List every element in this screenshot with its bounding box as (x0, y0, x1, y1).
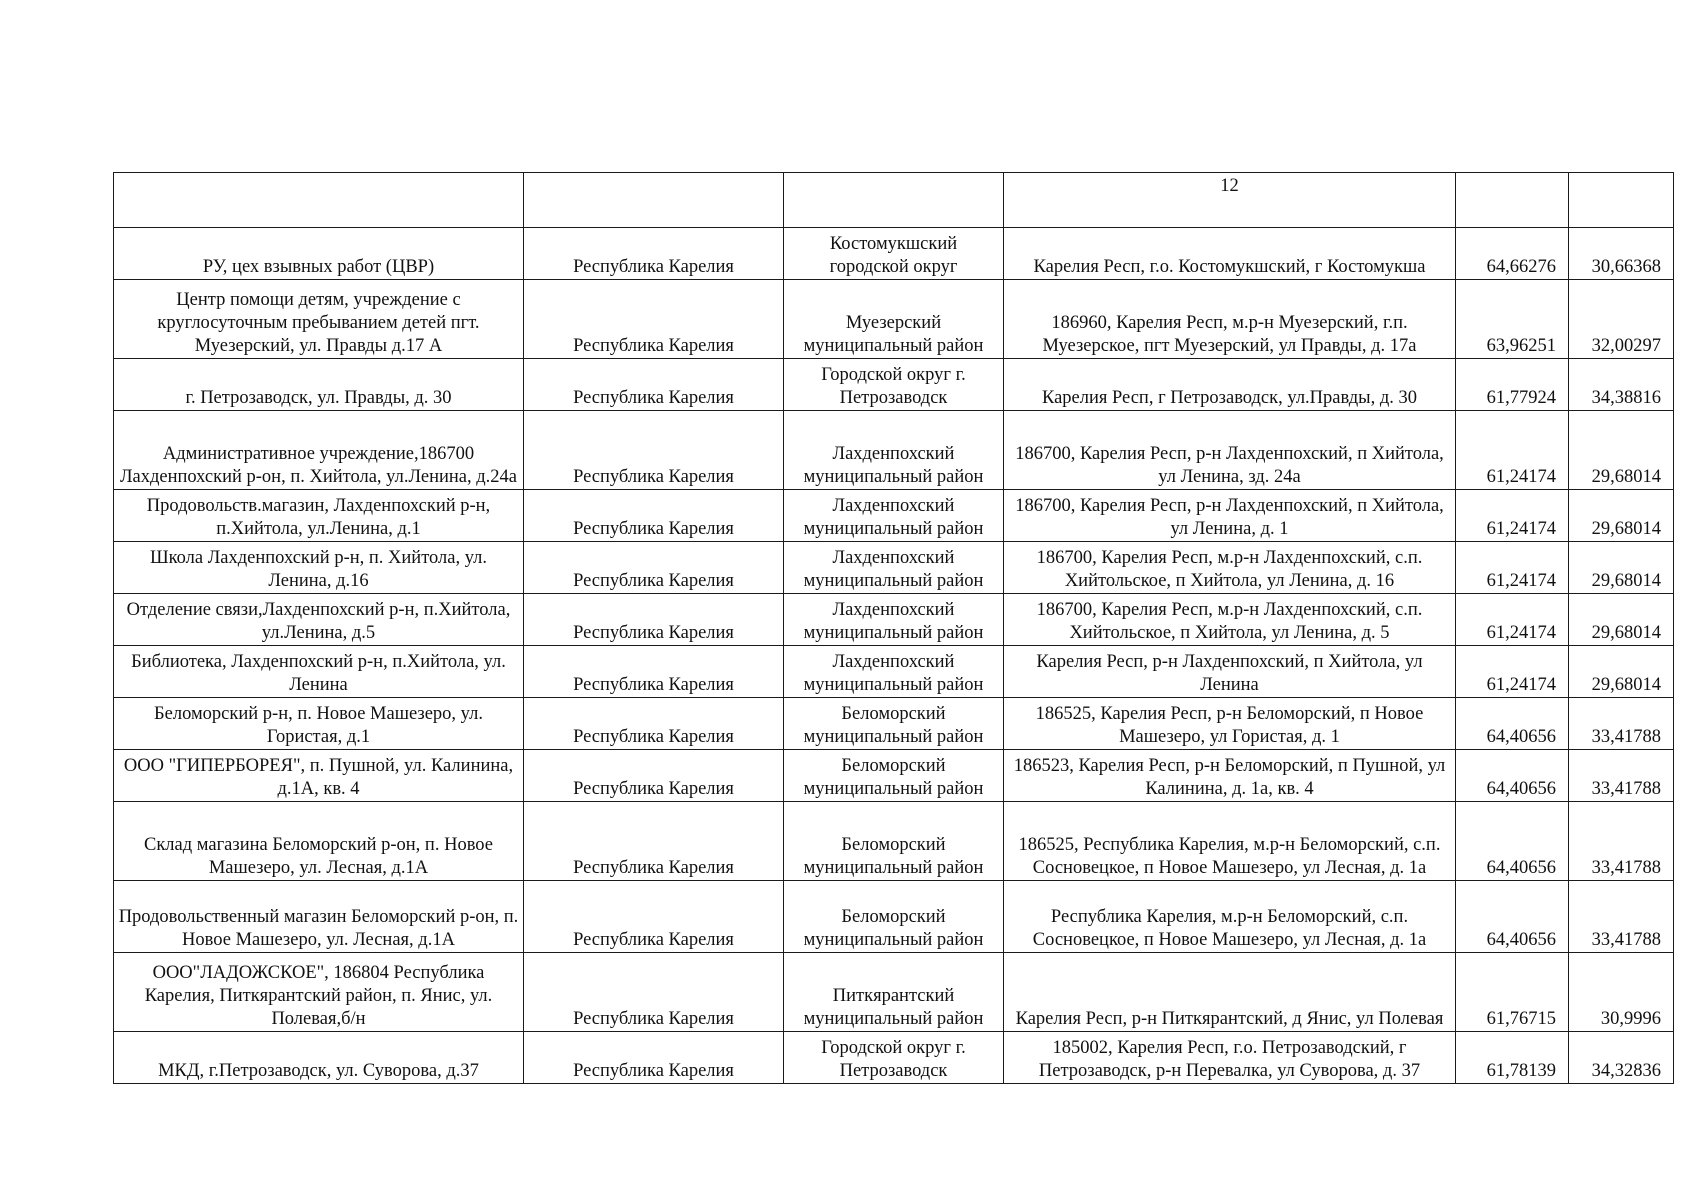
address-cell: 186525, Карелия Респ, р-н Беломорский, п Новое Машезеро, ул Гористая, д. 1 (1004, 698, 1456, 750)
municipality-cell: Лахденпохский муниципальный район (784, 490, 1004, 542)
object-name-cell: Продовольств.магазин, Лахденпохский р-н, п.Хийтола, ул.Ленина, д.1 (114, 490, 524, 542)
latitude-cell: 61,24174 (1456, 411, 1569, 490)
address-cell: Карелия Респ, г.о. Костомукшский, г Костомукша (1004, 228, 1456, 280)
municipality-cell: Лахденпохский муниципальный район (784, 411, 1004, 490)
table-row (114, 280, 1674, 359)
table-body (114, 173, 1674, 1084)
region-cell: Республика Карелия (524, 1032, 784, 1084)
table-row (114, 953, 1674, 1032)
table-row (114, 411, 1674, 490)
longitude-cell: 33,41788 (1569, 881, 1674, 953)
address-cell: 186960, Карелия Респ, м.р-н Муезерский, г.п. Муезерское, пгт Муезерский, ул Правды, д. 17а (1004, 280, 1456, 359)
longitude-cell: 33,41788 (1569, 750, 1674, 802)
page-number: 12 (1004, 173, 1456, 228)
table-row (114, 802, 1674, 881)
longitude-cell: 34,32836 (1569, 1032, 1674, 1084)
address-cell: Карелия Респ, г Петрозаводск, ул.Правды, д. 30 (1004, 359, 1456, 411)
region-cell: Республика Карелия (524, 594, 784, 646)
object-name-cell: Библиотека, Лахденпохский р-н, п.Хийтола, ул. Ленина (114, 646, 524, 698)
table-row (114, 750, 1674, 802)
municipality-cell: Городской округ г. Петрозаводск (784, 1032, 1004, 1084)
table-row (114, 881, 1674, 953)
municipality-cell: Муезерский муниципальный район (784, 280, 1004, 359)
table-row (114, 542, 1674, 594)
address-cell: 186700, Карелия Респ, м.р-н Лахденпохский, с.п. Хийтольское, п Хийтола, ул Ленина, д. 16 (1004, 542, 1456, 594)
region-cell: Республика Карелия (524, 542, 784, 594)
latitude-cell: 61,77924 (1456, 359, 1569, 411)
object-name-cell: Склад магазина Беломорский р-он, п. Новое Машезеро, ул. Лесная, д.1А (114, 802, 524, 881)
latitude-cell: 61,78139 (1456, 1032, 1569, 1084)
object-name-cell: Продовольственный магазин Беломорский р-он, п. Новое Машезеро, ул. Лесная, д.1А (114, 881, 524, 953)
empty-cell (524, 173, 784, 228)
longitude-cell: 33,41788 (1569, 698, 1674, 750)
table-row (114, 359, 1674, 411)
region-cell: Республика Карелия (524, 228, 784, 280)
address-cell: 185002, Карелия Респ, г.о. Петрозаводский, г Петрозаводск, р-н Перевалка, ул Суворова, д. 37 (1004, 1032, 1456, 1084)
longitude-cell: 29,68014 (1569, 542, 1674, 594)
municipality-cell: Городской округ г. Петрозаводск (784, 359, 1004, 411)
table-row (114, 594, 1674, 646)
address-cell: Карелия Респ, р-н Лахденпохский, п Хийтола, ул Ленина (1004, 646, 1456, 698)
object-name-cell: ООО "ГИПЕРБОРЕЯ", п. Пушной, ул. Калинина, д.1А, кв. 4 (114, 750, 524, 802)
longitude-cell: 29,68014 (1569, 411, 1674, 490)
address-cell: 186523, Карелия Респ, р-н Беломорский, п Пушной, ул Калинина, д. 1а, кв. 4 (1004, 750, 1456, 802)
municipality-cell: Беломорский муниципальный район (784, 750, 1004, 802)
object-name-cell: Школа Лахденпохский р-н, п. Хийтола, ул. Ленина, д.16 (114, 542, 524, 594)
latitude-cell: 64,40656 (1456, 750, 1569, 802)
region-cell: Республика Карелия (524, 802, 784, 881)
longitude-cell: 30,9996 (1569, 953, 1674, 1032)
municipality-cell: Лахденпохский муниципальный район (784, 542, 1004, 594)
empty-cell (1569, 173, 1674, 228)
page-number-row (114, 173, 1674, 228)
municipality-cell: Лахденпохский муниципальный район (784, 594, 1004, 646)
latitude-cell: 64,40656 (1456, 698, 1569, 750)
object-name-cell: Центр помощи детям, учреждение с круглосуточным пребыванием детей пгт. Муезерский, ул. Правды д.17 А (114, 280, 524, 359)
municipality-cell: Беломорский муниципальный район (784, 802, 1004, 881)
latitude-cell: 64,40656 (1456, 881, 1569, 953)
empty-cell (1456, 173, 1569, 228)
table-row (114, 490, 1674, 542)
region-cell: Республика Карелия (524, 953, 784, 1032)
latitude-cell: 61,24174 (1456, 646, 1569, 698)
region-cell: Республика Карелия (524, 411, 784, 490)
region-cell: Республика Карелия (524, 646, 784, 698)
longitude-cell: 29,68014 (1569, 594, 1674, 646)
object-name-cell: Беломорский р-н, п. Новое Машезеро, ул. Гористая, д.1 (114, 698, 524, 750)
address-cell: Карелия Респ, р-н Питкярантский, д Янис, ул Полевая (1004, 953, 1456, 1032)
object-name-cell: г. Петрозаводск, ул. Правды, д. 30 (114, 359, 524, 411)
table-row (114, 1032, 1674, 1084)
address-cell: 186525, Республика Карелия, м.р-н Беломорский, с.п. Сосновецкое, п Новое Машезеро, ул Лесная, д. 1а (1004, 802, 1456, 881)
object-name-cell: РУ, цех взывных работ (ЦВР) (114, 228, 524, 280)
municipality-cell: Костомукшский городской округ (784, 228, 1004, 280)
region-cell: Республика Карелия (524, 490, 784, 542)
region-cell: Республика Карелия (524, 359, 784, 411)
object-name-cell: МКД, г.Петрозаводск, ул. Суворова, д.37 (114, 1032, 524, 1084)
empty-cell (784, 173, 1004, 228)
region-cell: Республика Карелия (524, 750, 784, 802)
region-cell: Республика Карелия (524, 280, 784, 359)
longitude-cell: 29,68014 (1569, 490, 1674, 542)
longitude-cell: 29,68014 (1569, 646, 1674, 698)
empty-cell (114, 173, 524, 228)
longitude-cell: 32,00297 (1569, 280, 1674, 359)
longitude-cell: 34,38816 (1569, 359, 1674, 411)
address-cell: 186700, Карелия Респ, р-н Лахденпохский, п Хийтола, ул Ленина, зд. 24а (1004, 411, 1456, 490)
municipality-cell: Беломорский муниципальный район (784, 698, 1004, 750)
address-cell: 186700, Карелия Респ, м.р-н Лахденпохский, с.п. Хийтольское, п Хийтола, ул Ленина, д. 5 (1004, 594, 1456, 646)
object-name-cell: Отделение связи,Лахденпохский р-н, п.Хийтола, ул.Ленина, д.5 (114, 594, 524, 646)
table-row (114, 698, 1674, 750)
objects-table (113, 172, 1674, 1084)
latitude-cell: 61,24174 (1456, 490, 1569, 542)
longitude-cell: 30,66368 (1569, 228, 1674, 280)
region-cell: Республика Карелия (524, 698, 784, 750)
latitude-cell: 64,40656 (1456, 802, 1569, 881)
municipality-cell: Беломорский муниципальный район (784, 881, 1004, 953)
address-cell: 186700, Карелия Респ, р-н Лахденпохский, п Хийтола, ул Ленина, д. 1 (1004, 490, 1456, 542)
latitude-cell: 63,96251 (1456, 280, 1569, 359)
municipality-cell: Лахденпохский муниципальный район (784, 646, 1004, 698)
latitude-cell: 61,76715 (1456, 953, 1569, 1032)
latitude-cell: 64,66276 (1456, 228, 1569, 280)
address-cell: Республика Карелия, м.р-н Беломорский, с.п. Сосновецкое, п Новое Машезеро, ул Лесная, д. 1а (1004, 881, 1456, 953)
table-row (114, 228, 1674, 280)
longitude-cell: 33,41788 (1569, 802, 1674, 881)
object-name-cell: Административное учреждение,186700 Лахденпохский р-он, п. Хийтола, ул.Ленина, д.24а (114, 411, 524, 490)
latitude-cell: 61,24174 (1456, 594, 1569, 646)
object-name-cell: ООО"ЛАДОЖСКОЕ", 186804 Республика Карелия, Питкярантский район, п. Янис, ул. Полевая,б/н (114, 953, 524, 1032)
region-cell: Республика Карелия (524, 881, 784, 953)
table-row (114, 646, 1674, 698)
municipality-cell: Питкярантский муниципальный район (784, 953, 1004, 1032)
latitude-cell: 61,24174 (1456, 542, 1569, 594)
